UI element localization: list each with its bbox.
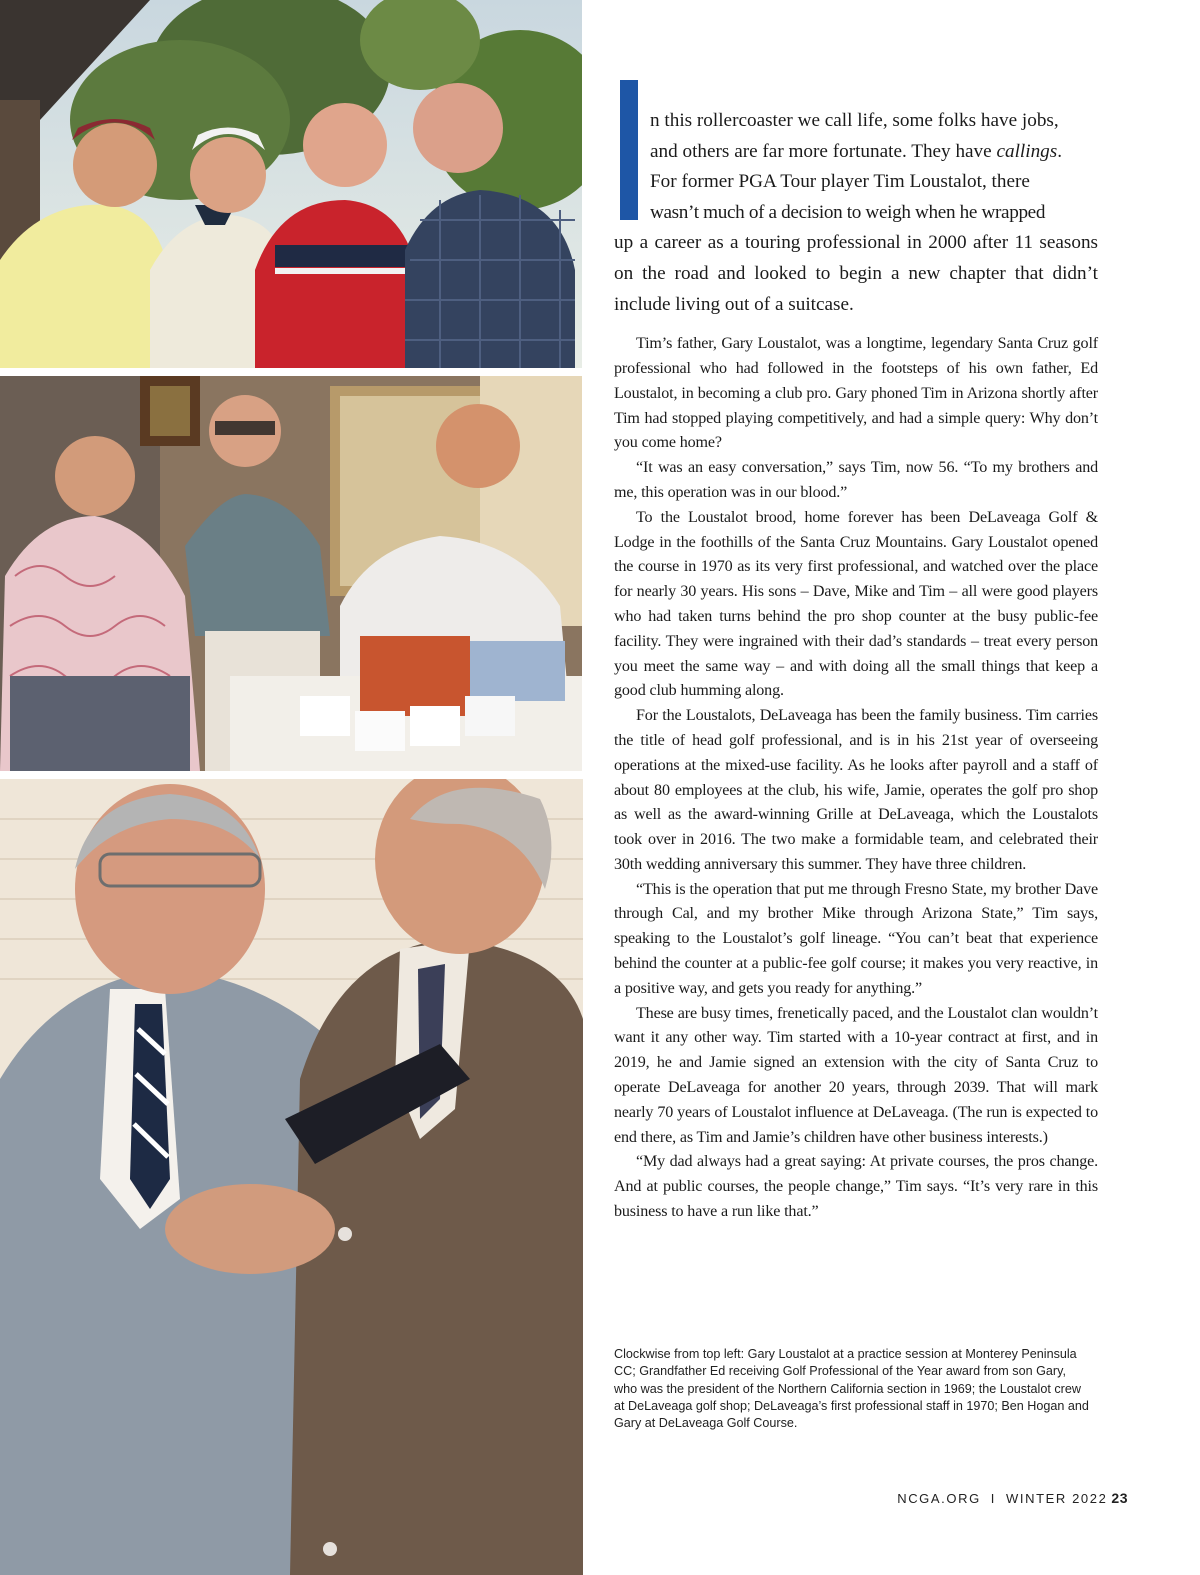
paragraph: “It was an easy conversation,” says Tim, now 56. “To my brothers and me, this operation was in our blood.” [614, 459, 1098, 501]
lead-line-4 [614, 198, 1098, 229]
lead-rest: up a career as a touring professional in 2000 after 11 seasons on the road and looked to begin a new chapter that didn’t include living out of a suitcase. [614, 232, 1098, 315]
article-lead [614, 106, 1098, 320]
lead-line-3 [614, 167, 1098, 198]
lead-text-2b: . [1057, 140, 1063, 162]
paragraph: Tim’s father, Gary Loustalot, was a longtime, legendary Santa Cruz golf professional who had followed in the footsteps of his own father, Ed Loustalot, in becoming a club pro. Gary phoned Tim in Arizona shortly after Tim had stopped playing competitively, and had a simple query: Why don’t you come home? [614, 335, 1098, 452]
lead-line-1 [614, 106, 1098, 137]
photo-three-men-pro-shop [0, 376, 582, 771]
lead-text-1: n this rollercoaster we call life, some folks have jobs, [650, 110, 1059, 131]
paragraph: “My dad always had a great saying: At private courses, the pros change. And at public courses, the people change,” Tim says. “It’s very rare in this business to have a run like that.” [614, 1153, 1098, 1221]
photo-four-men-outdoors [0, 0, 582, 368]
footer-site: NCGA.ORG [897, 1491, 981, 1506]
lead-text-2a: and others are far more fortunate. They have [650, 140, 997, 162]
paragraph: To the Loustalot brood, home forever has been DeLaveaga Golf & Lodge in the foothills of the Santa Cruz Mountains. Gary Loustalot opened the course in 1970 as its very first professional, and watched over the place for nearly 30 years. His sons – Dave, Mike and Tim – all were good players who had taken turns behind the pro shop counter at the busy public-fee facility. They were ingrained with their dad’s standards – treat every person you meet the same way – and with doing all the small things that keep a good club humming along. [614, 508, 1098, 700]
paragraph: For the Loustalots, DeLaveaga has been the family business. Tim carries the title of head golf professional, and is in his 21st year of overseeing operations at the mixed-use facility. As he looks after payroll and a staff of about 80 employees at the club, his wife, Jamie, operates the golf pro shop as well as the award-winning Grille at DeLaveaga, which the Loustalots took over in 2016. The two make a formidable team, and celebrated their 30th wedding anniversary this summer. They have three children. [614, 707, 1098, 873]
photo-caption: Clockwise from top left: Gary Loustalot at a practice session at Monterey Peninsula CC; Grandfather Ed receiving Golf Professional of the Year award from son Gary, who was the president of the Northern California section in 1969; the Loustalot crew at DeLaveaga golf shop; DeLaveaga’s first professional staff in 1970; Ben Hogan and Gary at DeLaveaga Golf Course. [614, 1347, 1089, 1431]
lead-line-2 [614, 137, 1098, 168]
page-number: 23 [1111, 1490, 1128, 1506]
paragraph: “This is the operation that put me through Fresno State, my brother Dave through Cal, and my brother Mike through Arizona State,” Tim says, speaking to the Loustalot’s golf lineage. “You can’t beat that experience behind the counter at a public-fee golf course; it makes you very reactive, in a positive way, and gets you ready for anything.” [614, 880, 1098, 997]
footer-separator: I [990, 1491, 997, 1506]
article-paragraphs [614, 332, 1098, 1225]
footer-issue: WINTER 2022 [1006, 1491, 1108, 1506]
paragraph: These are busy times, frenetically paced, and the Loustalot clan wouldn’t want it any other way. Tim started with a 10-year contract at first, and in 2019, he and Jamie signed an extension with the city of Santa Cruz to operate DeLaveaga for another 20 years, through 2039. That will mark nearly 70 years of Loustalot influence at DeLaveaga. (The run is expected to end there, as Tim and Jamie’s children have other business interests.) [614, 1004, 1098, 1146]
lead-emphasis: callings [996, 140, 1058, 162]
lead-text-3: For former PGA Tour player Tim Loustalot, there [650, 171, 1030, 193]
photo-award-handshake [0, 779, 583, 1575]
article-body [614, 106, 1098, 1225]
lead-text-4: wasn’t much of a decision to weigh when he wrapped [650, 201, 1046, 223]
page-footer [897, 1490, 1128, 1506]
